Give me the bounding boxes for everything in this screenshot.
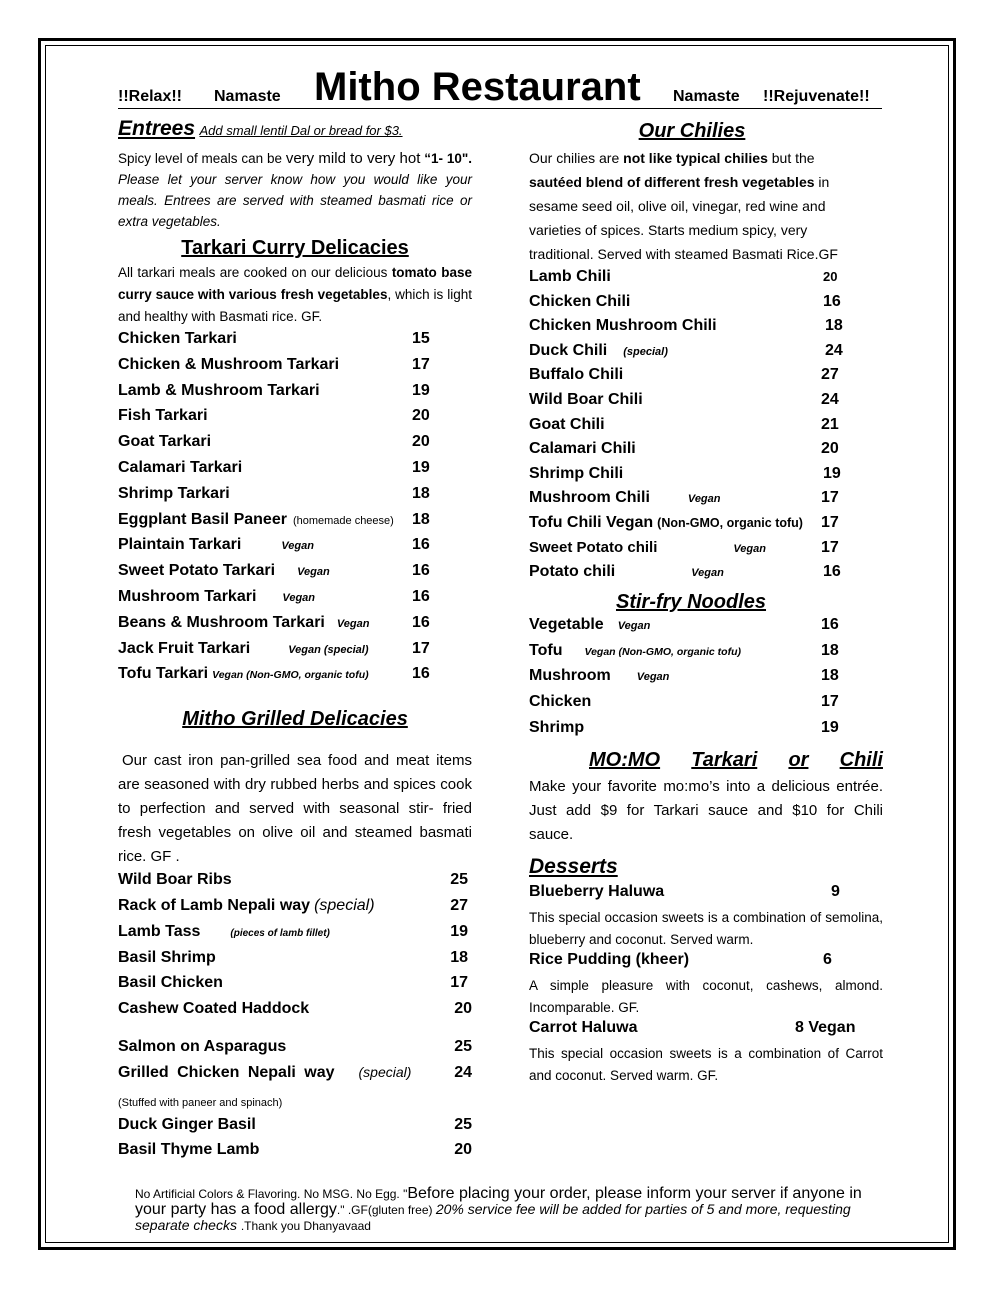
menu-item: Tofu Vegan (Non-GMO, organic tofu) 18	[529, 641, 839, 659]
menu-item: Duck Ginger Basil 25	[118, 1115, 472, 1133]
entrees-heading	[118, 116, 472, 142]
menu-item: Wild Boar Ribs 25	[118, 871, 468, 889]
dessert-description: This special occasion sweets is a combination of semolina, blueberry and coconut. Served warm.	[529, 909, 883, 947]
header-relax: !!Relax!!	[118, 88, 183, 105]
right-column	[529, 116, 883, 1087]
desserts-list	[529, 883, 883, 1087]
menu-item: Goat Chili 21	[529, 415, 839, 433]
grilled-description: Our cast iron pan-grilled sea food and meat items are seasoned with dry rubbed herbs and spices cook to perfection and served with seasonal stir- fried fresh vegetables on olive oil and steamed basmati rice. GF .	[118, 752, 472, 866]
dessert-description: A simple pleasure with coconut, cashews, almond. Incomparable. GF.	[529, 977, 883, 1015]
menu-item: Sweet Potato chili Vegan 17	[529, 538, 839, 556]
stuffed-note: (Stuffed with paneer and spinach)	[118, 1096, 283, 1109]
footer-notice: No Artificial Colors & Flavoring. No MSG. No Egg. "Before placing your order, please inform your server if anyone in your party has a food allergy." .GF(gluten free) 20% service fee will be added for parties of 5 and more, requesting separate checks .Thank you Dhanyavaad	[135, 1185, 862, 1233]
menu-item: Lamb & Mushroom Tarkari 19	[118, 381, 430, 399]
menu-item: Plaintain Tarkari Vegan 16	[118, 536, 430, 554]
menu-item: Jack Fruit Tarkari Vegan (special) 17	[118, 639, 430, 657]
tarkari-title: Tarkari Curry Delicacies	[181, 237, 409, 259]
menu-item: Potato chili Vegan 16	[529, 563, 841, 581]
menu-item: Chicken 17	[529, 693, 839, 711]
header-rule	[118, 108, 882, 109]
momo-description: Make your favorite mo:mo’s into a delicious entrée. Just add $9 for Tarkari sauce and $10 for Chili sauce.	[529, 777, 883, 843]
dessert-item: Rice Pudding (kheer) 6	[529, 950, 832, 968]
menu-item: Lamb Tass (pieces of lamb fillet) 19	[118, 922, 468, 940]
restaurant-title: Mitho Restaurant	[314, 65, 641, 109]
menu-item: Eggplant Basil Paneer (homemade cheese) 18	[118, 510, 430, 528]
chilies-title: Our Chilies	[638, 120, 746, 142]
noodles-list	[529, 616, 883, 745]
menu-item: Basil Chicken 17	[118, 974, 468, 992]
menu-item: Lamb Chili 20	[529, 268, 838, 285]
menu-item: Mushroom Chili Vegan 17	[529, 489, 839, 507]
menu-item: Cashew Coated Haddock 20	[118, 1000, 472, 1018]
menu-item: Goat Tarkari 20	[118, 433, 430, 451]
menu-item: Wild Boar Chili 24	[529, 390, 839, 408]
tarkari-list	[118, 330, 472, 691]
grilled-title: Mitho Grilled Delicacies	[182, 708, 408, 731]
chilies-list	[529, 268, 883, 588]
menu-item: Beans & Mushroom Tarkari Vegan 16	[118, 613, 430, 631]
menu-item: Calamari Tarkari 19	[118, 458, 430, 476]
noodles-title: Stir-fry Noodles	[615, 590, 767, 613]
menu-item: Rack of Lamb Nepali way (special) 27	[118, 896, 468, 914]
entrees-title: Entrees	[118, 117, 196, 140]
tarkari-description: All tarkari meals are cooked on our delicious tomato base curry sauce with various fresh vegetables, which is light and healthy with Basmati rice. GF.	[118, 265, 472, 324]
dessert-item: Blueberry Haluwa 9	[529, 882, 840, 900]
menu-item: Sweet Potato Tarkari Vegan 16	[118, 562, 430, 580]
desserts-title: Desserts	[529, 854, 618, 878]
menu-item: Calamari Chili 20	[529, 440, 839, 458]
menu-header	[118, 66, 882, 110]
chilies-description: Our chilies are not like typical chilies but the sautéed blend of different fresh vegetables in sesame seed oil, olive oil, vinegar, red wine and varieties of spices. Starts medium spicy, very traditional. Served with steamed Basmati Rice.GF	[529, 150, 838, 262]
header-rejuvenate: !!Rejuvenate!!	[763, 88, 870, 105]
menu-item: Grilled Chicken Nepali way (special) 24	[118, 1063, 472, 1081]
menu-item: Mushroom Vegan 18	[529, 667, 839, 685]
grilled-list	[118, 871, 472, 1167]
menu-item: Fish Tarkari 20	[118, 407, 430, 425]
entrees-description: Spicy level of meals can be very mild to very hot “1- 10". Please let your server know how you would like your meals. Entrees are served with steamed basmati rice or extra vegetables.	[118, 150, 472, 229]
dessert-description: This special occasion sweets is a combination of Carrot and coconut. Served warm. GF.	[529, 1045, 883, 1083]
menu-item: Chicken & Mushroom Tarkari 17	[118, 355, 430, 373]
menu-item: Buffalo Chili 27	[529, 366, 839, 384]
dessert-item: Carrot Haluwa 8 Vegan	[529, 1018, 856, 1036]
header-namaste-right: Namaste	[673, 88, 740, 105]
menu-item: Salmon on Asparagus 25	[118, 1037, 472, 1055]
momo-title: MO:MO Tarkari or Chili	[589, 748, 883, 771]
menu-item: Chicken Chili 16	[529, 292, 841, 310]
menu-item: Shrimp 19	[529, 718, 839, 736]
menu-item: Chicken Mushroom Chili 18	[529, 317, 843, 335]
menu-item: Shrimp Tarkari 18	[118, 484, 430, 502]
left-column	[118, 116, 472, 1167]
header-namaste-left: Namaste	[214, 88, 281, 105]
menu-item: Shrimp Chili 19	[529, 464, 841, 482]
menu-item: Mushroom Tarkari Vegan 16	[118, 587, 430, 605]
menu-item: Basil Shrimp 18	[118, 948, 468, 966]
menu-item: Tofu Chili Vegan (Non-GMO, organic tofu) 17	[529, 513, 839, 531]
entrees-title-note: Add small lentil Dal or bread for $3.	[199, 123, 403, 138]
menu-item: Vegetable Vegan 16	[529, 615, 839, 633]
menu-item: Tofu Tarkari Vegan (Non-GMO, organic tofu) 16	[118, 665, 430, 683]
menu-item: Duck Chili (special) 24	[529, 341, 843, 359]
menu-item: Basil Thyme Lamb 20	[118, 1141, 472, 1159]
menu-item: Chicken Tarkari 15	[118, 330, 430, 347]
